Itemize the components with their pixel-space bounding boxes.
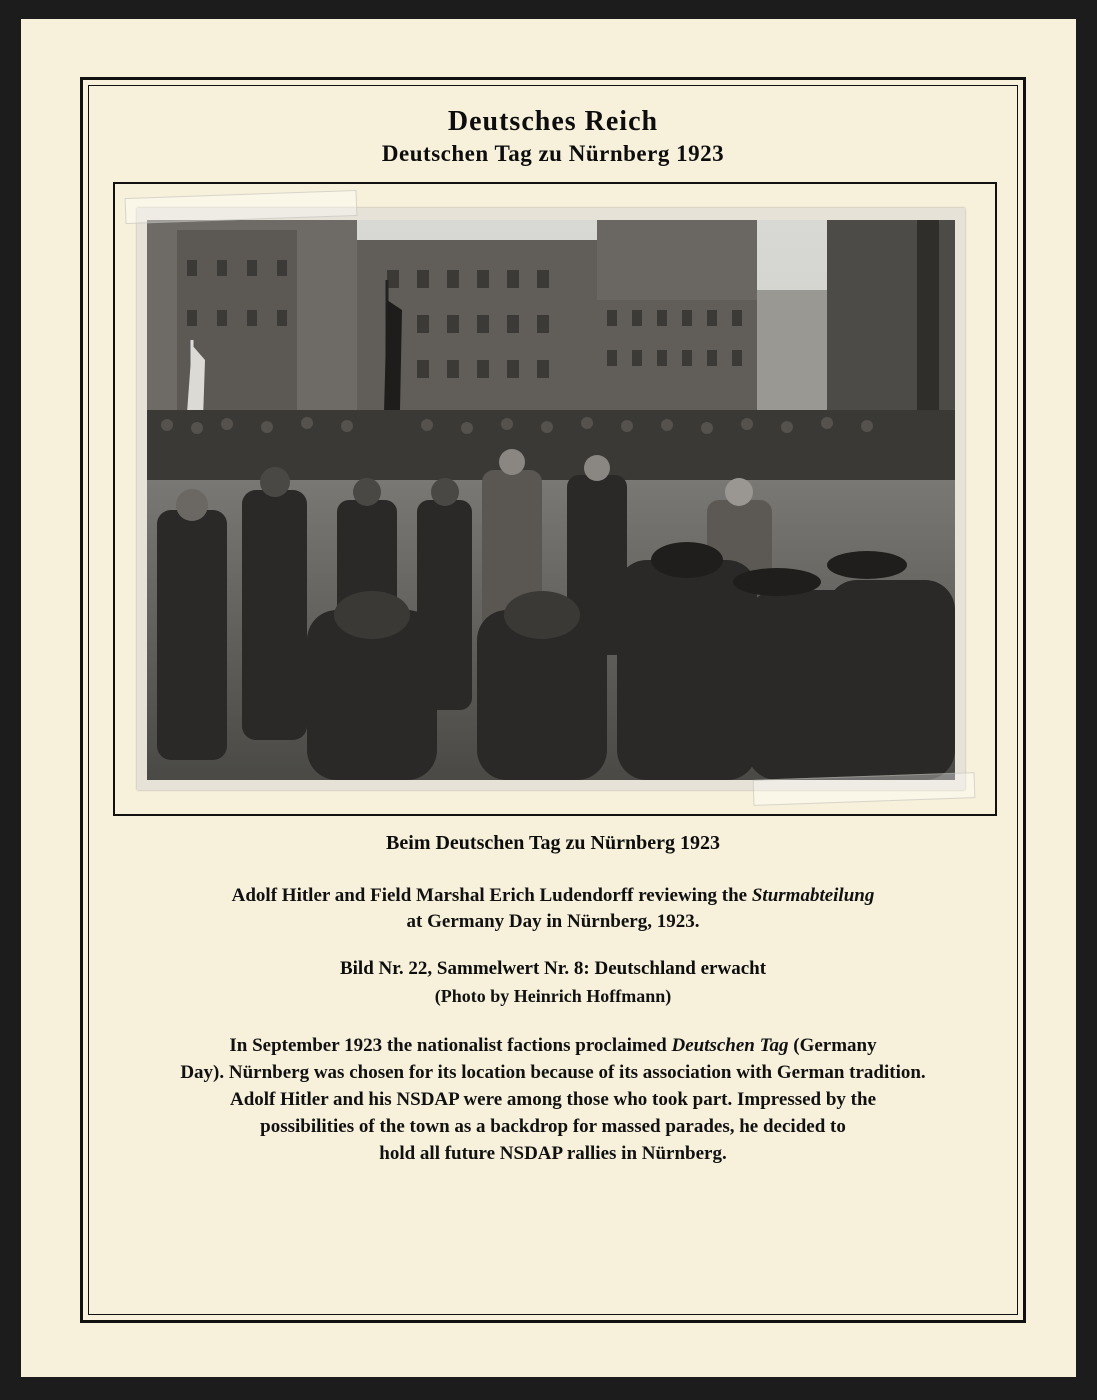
- history-italic-term: Deutschen Tag: [671, 1035, 789, 1056]
- history-line3: Adolf Hitler and his NSDAP were among those who took part. Impressed by the: [229, 1089, 877, 1110]
- history-paragraph: [129, 1032, 977, 1167]
- photo-credit: (Photo by Heinrich Hoffmann): [434, 986, 672, 1006]
- photo-series-id: Bild Nr. 22, Sammelwert Nr. 8: Deutschland erwacht: [339, 958, 767, 979]
- german-caption-title: Beim Deutschen Tag zu Nürnberg 1923: [386, 832, 720, 854]
- page-subtitle: Deutschen Tag zu Nürnberg 1923: [381, 141, 725, 166]
- page-border-outer: [80, 77, 1026, 1323]
- history-line5: hold all future NSDAP rallies in Nürnberg.: [379, 1143, 727, 1164]
- english-caption: [89, 883, 1017, 935]
- caption-line1: Adolf Hitler and Field Marshal Erich Ludendorff reviewing the: [231, 885, 752, 906]
- photo-corner-mount: [125, 190, 358, 224]
- history-line1-suffix: (Germany: [788, 1035, 877, 1056]
- caption-italic-term: Sturmabteilung: [751, 885, 875, 906]
- page-title: Deutsches Reich: [447, 106, 659, 137]
- album-page: [21, 19, 1076, 1377]
- photo-mount: [113, 182, 997, 816]
- caption-line2: at Germany Day in Nürnberg, 1923.: [406, 911, 700, 932]
- sepia-photograph-icon: [147, 220, 955, 780]
- page-border-inner: [88, 85, 1018, 1315]
- history-line1-prefix: In September 1923 the nationalist factions proclaimed: [229, 1035, 672, 1056]
- history-line2: Day). Nürnberg was chosen for its location because of its association with German tradition.: [180, 1062, 926, 1083]
- photograph: [137, 208, 965, 790]
- history-line4: possibilities of the town as a backdrop for massed parades, he decided to: [260, 1116, 846, 1137]
